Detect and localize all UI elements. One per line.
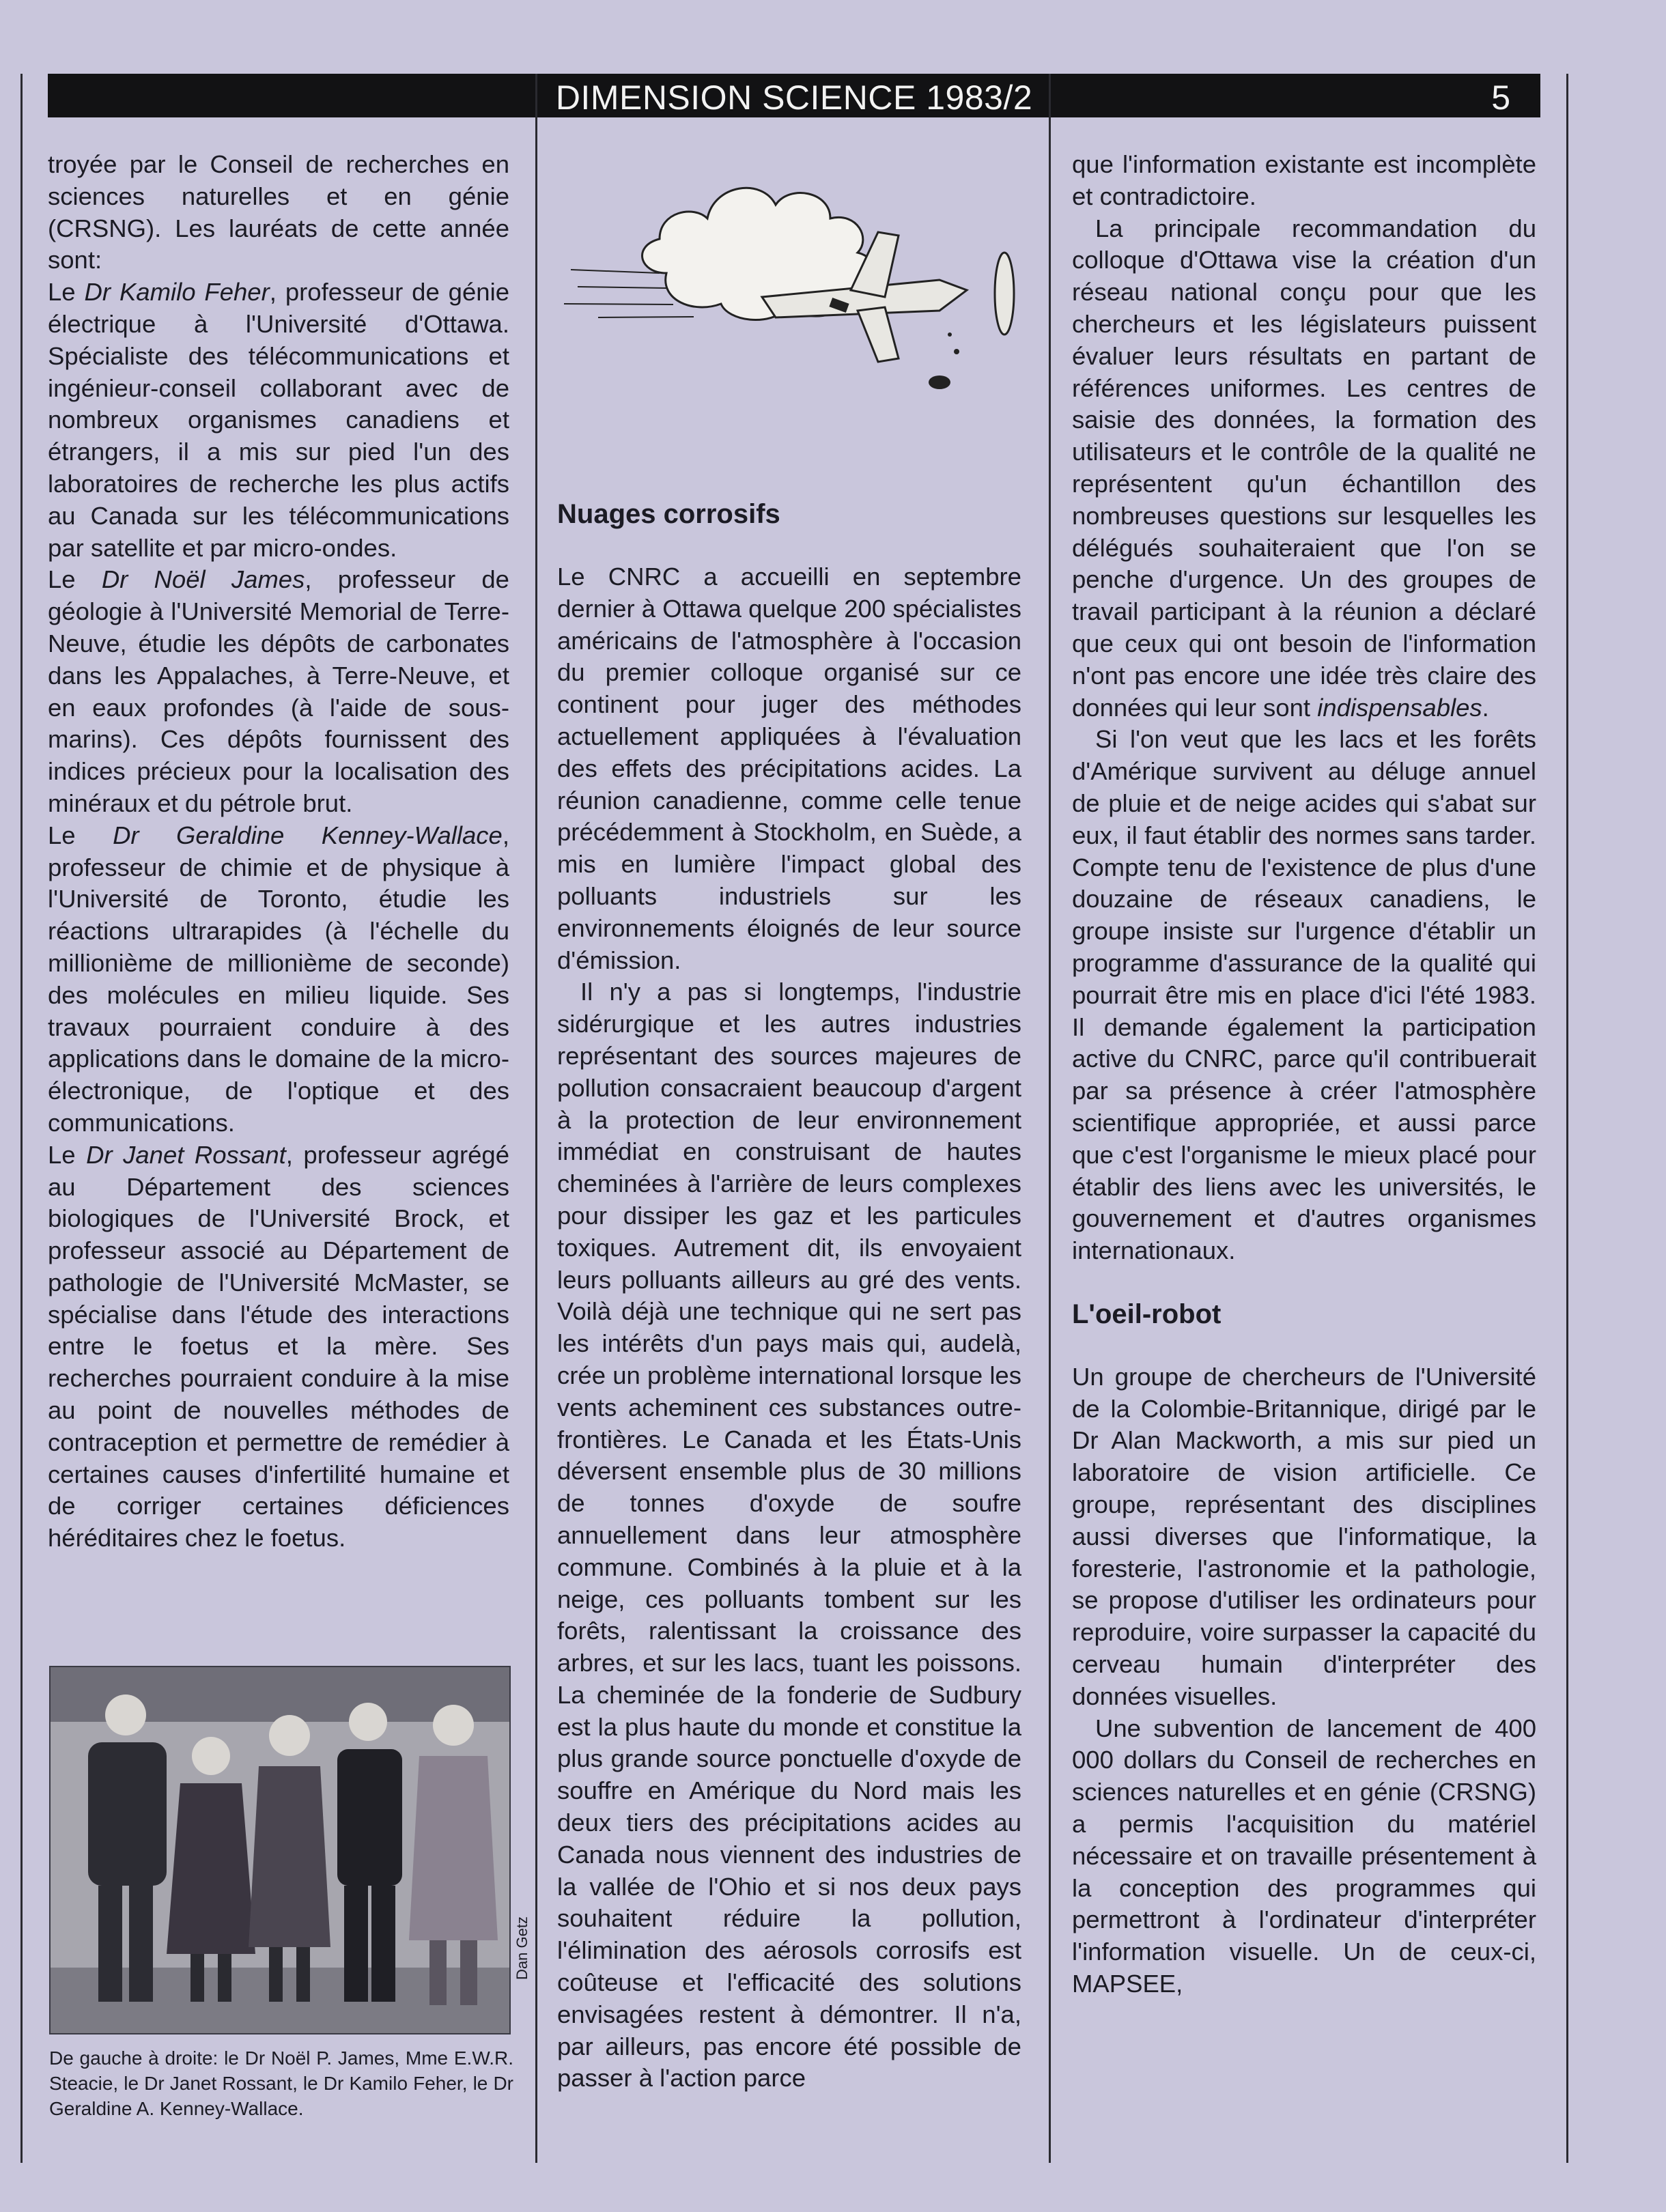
paragraph-james — [48, 564, 509, 819]
paragraph: Si l'on veut que les lacs et les forêts d'Amérique survivent au déluge annuel de pluie et de neige acides qui s'abat sur eux, il faut établir des normes sans tarder. Compte tenu de l'existence de plus d'une douzaine de réseaux canadiens, le groupe insiste sur l'urgence d'établir un programme d'assurance de la qualité qui pourrait être mis en place d'ici l'été 1983. Il demande également la participation active du CNRC, parce qu'il contribuerait par sa présence à créer l'atmosphère scientifique appropriée, et aussi parce que c'est l'organisme le mieux placé pour établir des liens avec les universités, le gouvernement et d'autres organismes internationaux. — [1072, 725, 1536, 1265]
text: , professeur agrégé au Département des sciences biologiques de l'Université Brock, et professeur associé au Département de pathologie de l'Université McMaster, se spécialise dans l'étude des interactions entre le foetus et la mère. Ses recherches pourraient conduire à la mise au point de nouvelles méthodes de contraception et permettre de remédier à certaines causes d'infertilité humaine et de corriger certaines déficiences héréditaires chez le foetus. — [48, 1140, 509, 1552]
page-header — [48, 74, 1540, 117]
photo-illustration — [51, 1667, 511, 2034]
text: Le — [48, 1140, 87, 1169]
section-heading: Nuages corrosifs — [557, 499, 780, 529]
column-2 — [557, 497, 1021, 2095]
photo-credit: Dan Getz — [513, 1916, 531, 1980]
section-heading: L'oeil-robot — [1072, 1299, 1222, 1329]
laureate-name: Dr Geraldine Kenney-Wallace — [113, 821, 503, 849]
paragraph: Une subvention de lancement de 400 000 dollars du Conseil de recherches en sciences naturelles et en génie (CRSNG) a permis l'acquisition du matériel nécessaire et on travaille présentement à la conception des programmes qui permettront à l'ordinateur d'interpréter l'information visuelle. Un de ceux-ci, MAPSEE, — [1072, 1714, 1536, 1998]
publication-title: DIMENSION SCIENCE 1983/2 — [555, 79, 1033, 117]
column-rule-left — [20, 74, 23, 2163]
paragraph: que l'information existante est incomplète et contradictoire. — [1072, 150, 1536, 210]
column-rule-middle-right — [1049, 74, 1051, 2163]
illustration-svg — [557, 171, 1021, 416]
laureate-name: Dr Janet Rossant — [86, 1140, 286, 1169]
text: Le — [48, 565, 102, 594]
text: . — [1482, 693, 1489, 722]
page-number: 5 — [1491, 79, 1510, 117]
paragraph-feher — [48, 276, 509, 564]
text: Le — [48, 278, 85, 307]
text: , professeur de génie électrique à l'Université d'Ottawa. Spécialiste des télécommunications et ingénieur-conseil collaborant avec de nombreux organismes canadiens et étrangers, il a mis sur pied l'un des laboratoires de recherche les plus actifs au Canada sur les télécommunications par satellite et par micro-ondes. — [48, 278, 509, 562]
column-3 — [1072, 149, 1536, 2000]
column-rule-middle-left — [535, 74, 537, 2163]
paragraph: Le CNRC a accueilli en septembre dernier à Ottawa quelque 200 spécialistes américains de l'atmosphère à l'occasion du premier colloque organisé sur ce continent pour juger des méthodes actuellement appliquées à l'évaluation des effets des précipitations acides. La réunion canadienne, comme celle tenue précédemment à Stockholm, en Suède, a mis en lumière l'impact global des polluants industriels sur les environnements éloignés de leur source d'émission. — [557, 563, 1021, 974]
column-rule-right — [1566, 74, 1568, 2163]
text: La principale recommandation du colloque d'Ottawa vise la création d'un réseau national conçu pour que les chercheurs et les législateurs puissent évaluer leurs résultats en partant de références uniformes. Les centres de saisie des données, la formation des utilisateurs et le contrôle de la qualité ne représentent qu'un échantillon des nombreuses questions sur lesquelles les délégués souhaiteraient que l'on se penche d'urgence. Un des groupes de travail participant à la réunion a déclaré que ceux qui ont besoin de l'information n'ont pas encore une idée très claire des données qui leur sont — [1072, 214, 1536, 722]
paragraph: Il n'y a pas si longtemps, l'industrie sidérurgique et les autres industries représentant des sources majeures de pollution consacraient beaucoup d'argent à la protection de leur environnement immédiat en construisant de hautes cheminées à l'arrière de leurs complexes pour dissiper les gaz et les particules toxiques. Autrement dit, ils envoyaient leurs polluants ailleurs au gré des vents. Voilà déjà une technique qui ne sert pas les intérêts d'un pays mais qui, audelà, crée un problème international lorsque les vents acheminent ces substances outre-frontières. Le Canada et les États-Unis déversent ensemble plus de 30 millions de tonnes d'oxyde de soufre annuellement dans leur atmosphère commune. Combinés à la pluie et à la neige, ces polluants tombent sur les forêts, ralentissant la croissance des arbres, et sur les lacs, tuant les poissons. La cheminée de la fonderie de Sudbury est la plus haute du monde et constitue la plus grande source ponctuelle d'oxyde de souffre en Amérique du Nord mais les deux tiers des précipitations acides au Canada nous viennent des industries de la vallée de l'Ohio et si nos deux pays souhaitent réduire la pollution, l'élimination des aérosols corrosifs est coûteuse et l'efficacité des solutions envisagées restent à démontrer. Il n'a, par ailleurs, pas encore été possible de passer à l'action parce — [557, 978, 1021, 2093]
column-1 — [48, 149, 509, 1555]
paragraph-kenney-wallace — [48, 820, 509, 1139]
text: , professeur de chimie et de physique à l'Université de Toronto, étudie les réactions ultrarapides (à l'échelle du millionième de millionième de seconde) des molécules en milieu liquide. Ses travaux pourraient conduire à des applications dans le domaine de la micro-électronique, de l'optique et des communications. — [48, 821, 509, 1137]
text: , professeur de géologie à l'Université Memorial de Terre-Neuve, étudie les dépôts de carbonates dans les Appalaches, à Terre-Neuve, et en eaux profondes (à l'aide de sous-marins). Ces dépôts fournissent des indices précieux pour la localisation des minéraux et du pétrole brut. — [48, 565, 509, 817]
laureate-name: Dr Noël James — [101, 565, 305, 594]
paragraph: troyée par le Conseil de recherches en sciences naturelles et en génie (CRSNG). Les lauréats de cette année sont: — [48, 150, 509, 274]
emphasis: indispensables — [1317, 693, 1482, 722]
paragraph-rossant — [48, 1139, 509, 1555]
group-photo — [49, 1666, 511, 2034]
text: Le — [48, 821, 113, 849]
cloud-plane-illustration — [557, 171, 1021, 416]
laureate-name: Dr Kamilo Feher — [84, 278, 270, 307]
paragraph: Un groupe de chercheurs de l'Université de la Colombie-Britannique, dirigé par le Dr Alan Mackworth, a mis sur pied un laboratoire de vision artificielle. Ce groupe, représentant des disciplines aussi diverses que l'informatique, la foresterie, l'astronomie et la pathologie, se propose d'utiliser les ordinateurs pour reproduire, voire surpasser la capacité du cerveau humain d'interpréter des données visuelles. — [1072, 1362, 1536, 1710]
paragraph — [1072, 213, 1536, 724]
photo-caption: De gauche à droite: le Dr Noël P. James, Mme E.W.R. Steacie, le Dr Janet Rossant, le Dr Kamilo Feher, le Dr Geraldine A. Kenney-Wallace. — [49, 2047, 513, 2119]
